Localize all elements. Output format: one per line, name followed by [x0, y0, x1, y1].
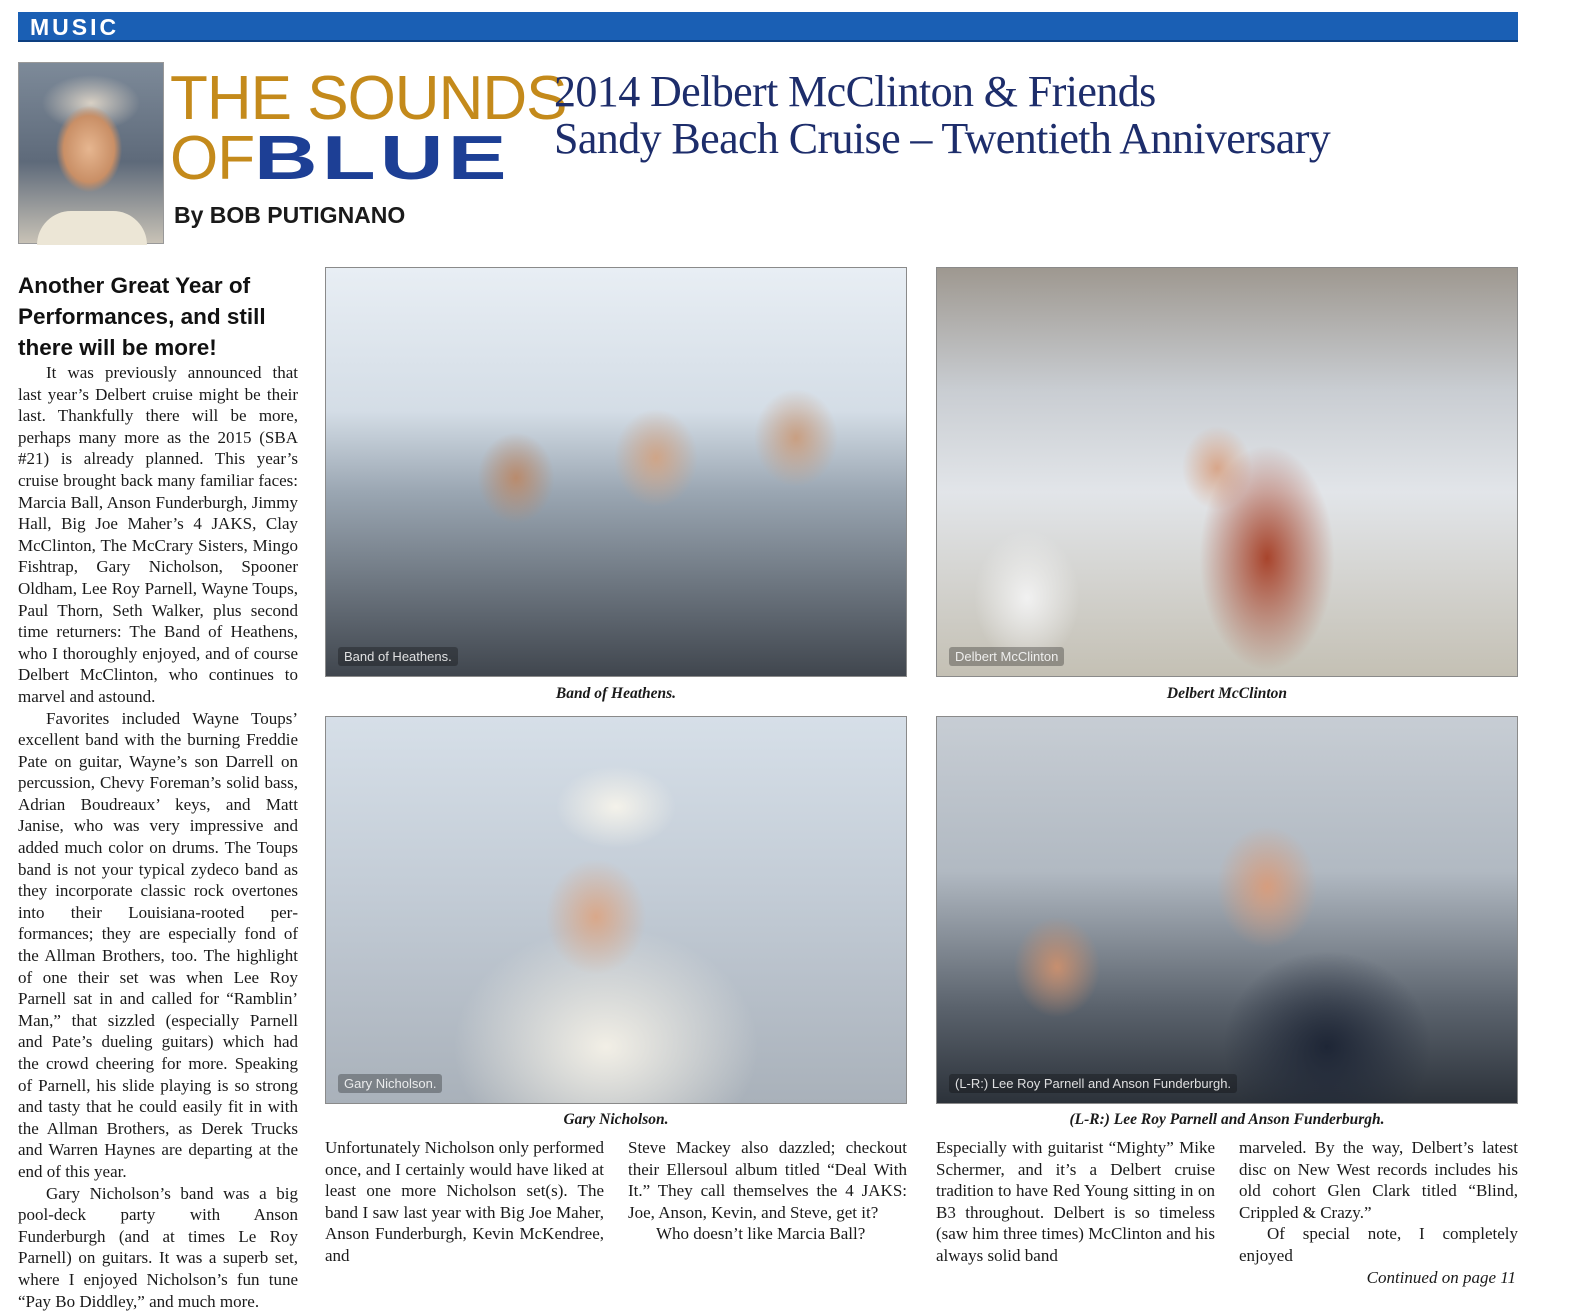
- section-bar: [18, 12, 1518, 42]
- photo-label: (L-R:) Lee Roy Parnell and Anson Funderburgh.: [949, 1074, 1237, 1093]
- paragraph: It was previously announced that last year’s Delbert cruise might be their last. Thankfully there will be more, perhaps many more as the 2015 (SBA #21) is already planned. This year’s cruise brought back many familiar faces: Marcia Ball, Anson Funderburgh, Jimmy Hall, Big Joe Maher’s 4 JAKS, Clay McClinton, The McCrary Sisters, Mingo Fishtrap, Gary Nicholson, Spooner Oldham, Lee Roy Parnell, Wayne Toups, Paul Thorn, Seth Walker, plus second time returners: The Band of Heathens, who I thoroughly enjoyed, and of course Delbert McClinton, who continues to marvel and astound.: [18, 363, 298, 706]
- paragraph: Unfortunately Nicholson only performed once, and I certainly would have liked at least one more Nicholson set(s). The band I saw last year with Big Joe Maher, Anson Funderburgh, Kevin McKendree, and: [325, 1138, 605, 1265]
- body-column-b: [628, 1137, 907, 1245]
- continued-link[interactable]: Continued on page 11: [1366, 1267, 1516, 1287]
- body-column-left: [18, 362, 298, 1312]
- photo-caption: Gary Nicholson.: [563, 1111, 669, 1128]
- paragraph: Of special note, I completely enjoyed: [1239, 1224, 1518, 1265]
- paragraph: Especially with guitarist “Mighty” Mike Schermer, and it’s a Delbert cruise tradition to have Red Young sitting in on B3 throughout. Delbert is so timeless (saw him three times) McClinton and his always solid band: [936, 1138, 1215, 1265]
- photo-caption: Delbert McClinton: [1166, 685, 1288, 702]
- photo-gary-nicholson: [325, 716, 907, 1104]
- body-column-a: [325, 1137, 604, 1267]
- subhead: Another Great Year of Performances, and still there will be more!: [18, 273, 266, 360]
- headline-line-2: Sandy Beach Cruise – Twentieth Anniversary: [554, 114, 1331, 163]
- headline: [554, 68, 1330, 162]
- paragraph: Steve Mackey also dazzled; checkout their Ellersoul album titled “Deal With It.” They call themselves the 4 JAKS: Joe, Anson, Kevin, and Steve, get it?: [628, 1138, 907, 1222]
- paragraph: Who doesn’t like Marcia Ball?: [656, 1224, 866, 1244]
- photo-label: Gary Nicholson.: [338, 1074, 442, 1093]
- body-column-d: [1239, 1137, 1518, 1288]
- photo-caption: Band of Heathens.: [555, 685, 677, 702]
- column-logo-prefix: OF: [170, 124, 255, 193]
- body-column-c: [936, 1137, 1215, 1267]
- photo-label: Delbert McClinton: [949, 647, 1064, 666]
- paragraph: Gary Nicholson’s band was a big pool-deck party with Anson Funderburgh (and at times Le Roy Parnell) on guitars. It was a superb set, where I enjoyed Nicholson’s fun tune “Pay Bo Diddley,” and much more.: [18, 1183, 298, 1311]
- column-logo-line-1: THE SOUNDS: [170, 64, 567, 133]
- section-label: MUSIC: [30, 14, 120, 40]
- paragraph: Favorites included Wayne Toups’ excellent band with the burning Freddie Pate on guitar, Wayne’s son Darrell on percussion, Chevy Foreman’s solid bass, Adrian Boudreaux’ keys, and Matt Janise, who was very impressive and added much color on drums. The Toups band is not your typical zydeco band as they incorporate classic rock overtones into their Louisiana-rooted performances; they are especially fond of the Allman Brothers, too. The highlight of one their set was when Lee Roy Parnell sat in and called for “Ramblin’ Man,” that sizzled (especially Parnell and Pate’s dueling guitars) which had the crowd cheering for more. Speaking of Parnell, his slide playing is so strong and tasty that he could easily fit in with the Allman Brothers, as Derek Trucks and Warren Haynes are departing at the end of this year.: [18, 708, 298, 1181]
- column-logo-emphasis: BLUE: [254, 124, 511, 193]
- photo-band-of-heathens: [325, 267, 907, 677]
- photo-delbert-mcclinton: [936, 267, 1518, 677]
- headline-line-1: 2014 Delbert McClinton & Friends: [554, 67, 1156, 116]
- photo-parnell-funderburgh: [936, 716, 1518, 1104]
- photo-label: Band of Heathens.: [338, 647, 458, 666]
- column-logo-line-2: [170, 124, 511, 193]
- author-photo-shirt: [37, 211, 147, 245]
- byline: By BOB PUTIGNANO: [174, 202, 406, 228]
- paragraph: marveled. By the way, Delbert’s latest disc on New West records includes his old cohort Glen Clark titled “Blind, Crippled & Crazy.”: [1239, 1138, 1518, 1222]
- author-photo: [18, 62, 164, 244]
- photo-caption: (L-R:) Lee Roy Parnell and Anson Funderburgh.: [1069, 1111, 1385, 1128]
